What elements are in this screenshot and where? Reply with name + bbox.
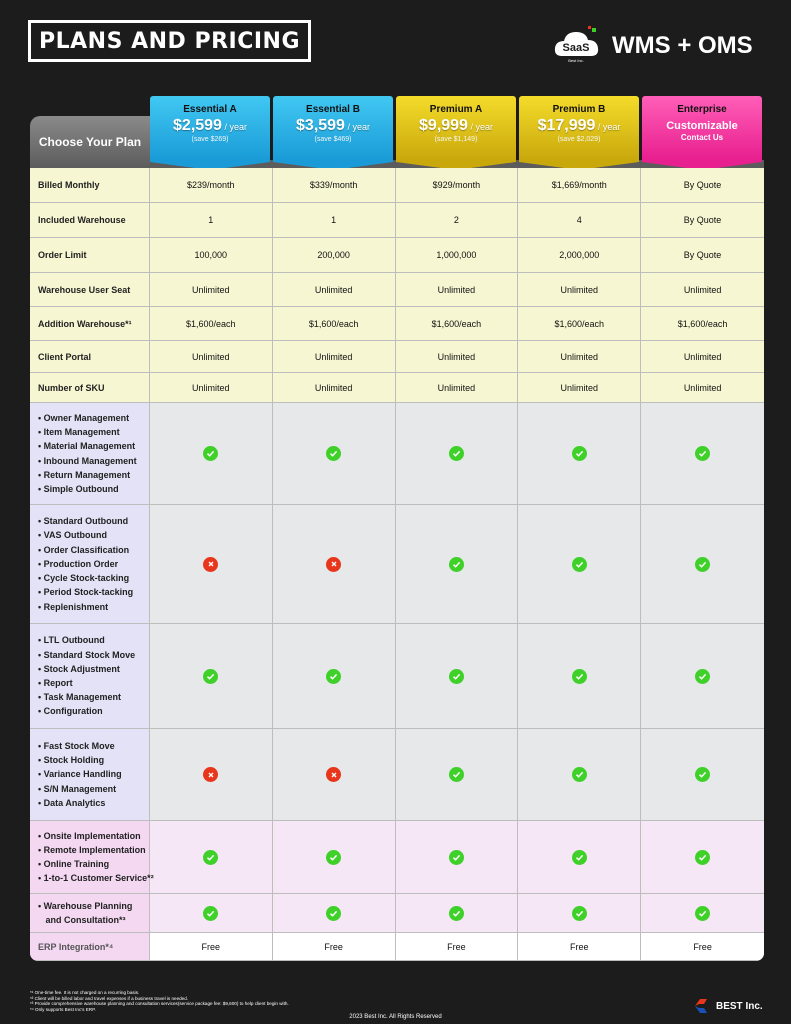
pricing-table xyxy=(30,96,764,964)
plan-cell-4 xyxy=(641,373,764,402)
feature-item: • Data Analytics xyxy=(38,797,106,808)
plan-cell-0 xyxy=(150,624,273,728)
plan-cell-2 xyxy=(396,373,519,402)
cell-value: $1,600/each xyxy=(431,318,482,329)
plan-cell-1 xyxy=(273,373,396,402)
cell-value: 2 xyxy=(453,215,459,225)
cell-value: Unlimited xyxy=(314,284,353,295)
feature-row xyxy=(30,624,764,729)
plan-header-4 xyxy=(642,96,762,160)
feature-item: • Task Management xyxy=(38,692,122,703)
cell-value: Unlimited xyxy=(683,284,722,295)
row-label: Billed Monthly xyxy=(30,168,150,202)
feature-row xyxy=(30,505,764,624)
row-label xyxy=(30,821,154,893)
cell-value: $929/month xyxy=(432,180,481,190)
plan-cell-3 xyxy=(518,307,641,340)
check-icon xyxy=(203,850,218,865)
saas-logo-text: SaaS xyxy=(562,42,590,54)
plan-contact: Contact Us xyxy=(680,133,724,142)
plan-cell-4 xyxy=(641,273,764,306)
check-icon xyxy=(326,850,341,865)
feature-item: • S/N Management xyxy=(38,783,117,794)
cell-value: By Quote xyxy=(683,250,722,260)
feature-row xyxy=(30,403,764,505)
plan-cell-0 xyxy=(150,373,273,402)
cell-value: $339/month xyxy=(309,180,358,190)
cell-value: Unlimited xyxy=(192,351,230,362)
feature-item: • Variance Handling xyxy=(38,769,122,780)
cell-value: Unlimited xyxy=(192,284,230,295)
feature-item: • VAS Outbound xyxy=(38,530,107,541)
service-row xyxy=(30,821,764,894)
plan-cell-1 xyxy=(273,403,396,504)
plan-savings: (save $1,149) xyxy=(434,136,478,143)
plan-cell-4 xyxy=(641,403,764,504)
plan-cell-1 xyxy=(273,894,396,932)
cell-value: Free xyxy=(201,941,221,952)
plan-cell-2 xyxy=(396,933,519,960)
cell-value: Unlimited xyxy=(437,351,476,362)
check-icon xyxy=(203,669,218,684)
plan-cell-4 xyxy=(641,894,764,932)
cell-value: Free xyxy=(693,941,712,952)
plan-cell-2 xyxy=(396,307,519,340)
plan-cell-0 xyxy=(150,341,273,372)
feature-item: • Cycle Stock-tacking xyxy=(38,573,130,584)
plan-cell-1 xyxy=(273,203,396,237)
plan-cell-3 xyxy=(518,505,641,623)
cross-icon xyxy=(326,557,341,572)
plan-cell-0 xyxy=(150,729,273,820)
plan-cell-0 xyxy=(150,238,273,272)
check-icon xyxy=(572,446,587,461)
check-icon xyxy=(572,669,587,684)
cell-value: Free xyxy=(447,941,466,952)
plan-cell-2 xyxy=(396,729,519,820)
plan-cell-4 xyxy=(641,307,764,340)
cell-value: Unlimited xyxy=(192,382,230,393)
plan-cell-0 xyxy=(150,933,273,960)
feature-item: • Owner Management xyxy=(38,412,130,423)
plan-savings: (save $2,029) xyxy=(557,136,601,143)
plan-cell-1 xyxy=(273,821,396,893)
cell-value: Unlimited xyxy=(314,351,353,362)
plan-cell-2 xyxy=(396,403,519,504)
saas-logo-subtext: Best Inc. xyxy=(568,58,584,63)
check-icon xyxy=(203,446,218,461)
plan-savings: (save $469) xyxy=(314,136,352,143)
cell-value: Unlimited xyxy=(683,351,722,362)
cell-value: 1,000,000 xyxy=(436,250,477,260)
feature-item: and Consultation*³ xyxy=(38,915,126,925)
plan-header-1 xyxy=(273,96,393,160)
cell-value: 1 xyxy=(208,215,214,225)
plan-price-period: / year xyxy=(467,122,493,132)
row-label xyxy=(30,894,150,932)
cell-value: $1,600/each xyxy=(554,318,605,329)
check-icon xyxy=(695,906,710,921)
plan-cell-4 xyxy=(641,203,764,237)
feature-item: • Material Management xyxy=(38,441,136,452)
cell-value: Free xyxy=(324,941,343,952)
plan-cell-2 xyxy=(396,821,519,893)
plan-cell-2 xyxy=(396,168,519,202)
cell-value: 1 xyxy=(331,215,337,225)
row-label: Warehouse User Seat xyxy=(30,273,150,306)
plan-cell-2 xyxy=(396,273,519,306)
row-label: Addition Warehouse*¹ xyxy=(30,307,150,340)
feature-item: • Period Stock-tacking xyxy=(38,587,134,598)
check-icon xyxy=(449,446,464,461)
plan-cell-2 xyxy=(396,624,519,728)
plan-cell-3 xyxy=(518,168,641,202)
feature-item: • Standard Outbound xyxy=(38,516,129,527)
plan-name: Essential A xyxy=(183,104,237,115)
plan-price xyxy=(519,117,639,135)
plan-cell-3 xyxy=(518,933,641,960)
page-title: PLANS AND PRICING xyxy=(28,20,311,62)
plan-cell-0 xyxy=(150,505,273,623)
plan-header-0 xyxy=(150,96,270,160)
cross-icon xyxy=(203,767,218,782)
plan-cell-0 xyxy=(150,168,273,202)
cross-icon xyxy=(326,767,341,782)
plan-price-period: / year xyxy=(595,122,621,132)
feature-item: • Online Training xyxy=(38,859,110,869)
cross-icon xyxy=(203,557,218,572)
plan-cell-4 xyxy=(641,505,764,623)
row-label: Client Portal xyxy=(30,341,150,372)
plan-header-2 xyxy=(396,96,516,160)
cell-value: $1,600/each xyxy=(677,318,728,329)
check-icon xyxy=(449,767,464,782)
plan-cell-1 xyxy=(273,273,396,306)
footnotes xyxy=(30,990,289,1012)
row-label xyxy=(30,729,150,820)
erp-row xyxy=(30,933,764,961)
plan-price-amount: $17,999 xyxy=(537,117,596,134)
cell-value: Unlimited xyxy=(560,284,598,295)
best-logo-icon xyxy=(694,998,712,1014)
plan-cell-1 xyxy=(273,238,396,272)
plan-cell-0 xyxy=(150,307,273,340)
pricing-row xyxy=(30,307,764,341)
plan-custom: Customizable xyxy=(666,120,738,132)
check-icon xyxy=(326,669,341,684)
plan-cell-1 xyxy=(273,505,396,623)
check-icon xyxy=(695,446,710,461)
cell-value: Free xyxy=(569,941,589,952)
feature-item: • Warehouse Planning xyxy=(38,900,133,911)
check-icon xyxy=(203,906,218,921)
plan-savings: (save $269) xyxy=(191,136,229,143)
plan-cell-1 xyxy=(273,729,396,820)
plan-cell-2 xyxy=(396,203,519,237)
feature-item: • Report xyxy=(38,678,73,688)
plan-cell-3 xyxy=(518,341,641,372)
cell-value: Unlimited xyxy=(560,351,598,362)
row-label xyxy=(30,624,150,728)
best-inc-logo xyxy=(694,998,763,1014)
copyright: 2023 Best Inc. All Rights Reserved xyxy=(349,1014,442,1020)
feature-item: • Order Classification xyxy=(38,544,130,555)
pricing-row xyxy=(30,273,764,307)
plan-cell-0 xyxy=(150,894,273,932)
cell-value: 4 xyxy=(576,215,582,225)
cell-value: 100,000 xyxy=(194,250,228,260)
check-icon xyxy=(449,669,464,684)
service-row xyxy=(30,894,764,933)
plan-cell-0 xyxy=(150,203,273,237)
feature-item: • Onsite Implementation xyxy=(38,830,141,841)
check-icon xyxy=(449,906,464,921)
feature-item: • Item Management xyxy=(38,427,120,438)
cell-value: Unlimited xyxy=(560,382,598,393)
product-title: WMS + OMS xyxy=(612,32,753,59)
choose-plan-label: Choose Your Plan xyxy=(30,116,150,168)
footnote: *³ Provide comprehensive warehouse planning and consultation services(service package fee: $9,600) to help client begin with. xyxy=(30,1001,289,1007)
pricing-row xyxy=(30,168,764,203)
plan-price-period: / year xyxy=(221,122,247,132)
plan-header-3 xyxy=(519,96,639,160)
plan-cell-4 xyxy=(641,238,764,272)
footnote: *² Client will be billed labor and travel expenses if a business travel is needed. xyxy=(30,995,189,1001)
row-label xyxy=(30,505,150,623)
plan-cell-2 xyxy=(396,341,519,372)
feature-item: • Replenishment xyxy=(38,601,109,612)
plan-cell-1 xyxy=(273,341,396,372)
cell-value: $1,600/each xyxy=(308,318,359,329)
footnote: *⁴ Only supports Best Inc's ERP. xyxy=(30,1006,96,1012)
feature-item: • Inbound Management xyxy=(38,455,137,466)
plan-cell-3 xyxy=(518,821,641,893)
pricing-row xyxy=(30,341,764,373)
plan-cell-3 xyxy=(518,203,641,237)
plan-price-amount: $3,599 xyxy=(296,117,345,134)
feature-item: • Stock Holding xyxy=(38,755,105,766)
plan-cell-1 xyxy=(273,307,396,340)
cell-value: Unlimited xyxy=(314,382,353,393)
pricing-row xyxy=(30,373,764,403)
plan-cell-1 xyxy=(273,933,396,960)
pricing-grid xyxy=(30,168,764,961)
feature-item: • 1-to-1 Customer Service*² xyxy=(38,873,154,884)
plan-name: Premium A xyxy=(429,104,483,115)
plan-cell-2 xyxy=(396,894,519,932)
plan-cell-3 xyxy=(518,729,641,820)
cell-value: Unlimited xyxy=(437,284,476,295)
plan-cell-2 xyxy=(396,238,519,272)
check-icon xyxy=(449,850,464,865)
plan-cell-2 xyxy=(396,505,519,623)
row-label: Included Warehouse xyxy=(30,203,150,237)
check-icon xyxy=(695,669,710,684)
plan-cell-3 xyxy=(518,273,641,306)
plan-price xyxy=(150,117,270,135)
check-icon xyxy=(326,906,341,921)
plan-cell-0 xyxy=(150,403,273,504)
plan-cell-1 xyxy=(273,624,396,728)
cell-value: 2,000,000 xyxy=(559,250,600,260)
plan-cell-4 xyxy=(641,168,764,202)
plan-cell-0 xyxy=(150,821,273,893)
plan-cell-3 xyxy=(518,373,641,402)
plan-price-period: / year xyxy=(344,122,370,132)
plan-cell-4 xyxy=(641,821,764,893)
row-label: Order Limit xyxy=(30,238,150,272)
feature-item: • Fast Stock Move xyxy=(38,740,115,751)
row-label: ERP Integration*⁴ xyxy=(30,933,150,960)
feature-item: • Standard Stock Move xyxy=(38,649,136,660)
pricing-row xyxy=(30,203,764,238)
plan-price xyxy=(396,117,516,135)
plan-cell-3 xyxy=(518,894,641,932)
cell-value: $239/month xyxy=(186,180,235,190)
cell-value: Unlimited xyxy=(437,382,476,393)
plan-cell-1 xyxy=(273,168,396,202)
check-icon xyxy=(695,557,710,572)
cell-value: By Quote xyxy=(683,180,722,190)
footnote: *¹ One-time fee. It is not charged on a recurring basis. xyxy=(30,990,140,995)
check-icon xyxy=(572,557,587,572)
plan-name: Essential B xyxy=(306,104,360,115)
plan-cell-4 xyxy=(641,729,764,820)
cell-value: $1,600/each xyxy=(185,318,236,329)
feature-item: • Simple Outbound xyxy=(38,483,119,494)
check-icon xyxy=(572,767,587,782)
cell-value: $1,669/month xyxy=(551,180,607,190)
plan-name: Premium B xyxy=(552,104,606,115)
pricing-row xyxy=(30,238,764,273)
plan-cell-3 xyxy=(518,238,641,272)
plan-price-amount: $2,599 xyxy=(173,117,222,134)
feature-item: • Stock Adjustment xyxy=(38,663,120,674)
plan-name: Enterprise xyxy=(677,104,727,115)
check-icon xyxy=(449,557,464,572)
row-label: Number of SKU xyxy=(30,373,150,402)
plan-cell-4 xyxy=(641,933,764,960)
cell-value: Unlimited xyxy=(683,382,722,393)
plan-cell-0 xyxy=(150,273,273,306)
plan-cell-3 xyxy=(518,624,641,728)
feature-item: • Production Order xyxy=(38,558,119,569)
feature-item: • Configuration xyxy=(38,706,103,717)
check-icon xyxy=(572,850,587,865)
plan-price xyxy=(273,117,393,135)
feature-item: • LTL Outbound xyxy=(38,635,105,646)
feature-row xyxy=(30,729,764,821)
plan-price-amount: $9,999 xyxy=(419,117,468,134)
check-icon xyxy=(572,906,587,921)
cell-value: By Quote xyxy=(683,215,722,225)
check-icon xyxy=(326,446,341,461)
plan-cell-3 xyxy=(518,403,641,504)
plan-cell-4 xyxy=(641,341,764,372)
plan-cell-4 xyxy=(641,624,764,728)
saas-cloud-logo xyxy=(552,26,602,66)
feature-item: • Remote Implementation xyxy=(38,844,146,855)
check-icon xyxy=(695,767,710,782)
cell-value: 200,000 xyxy=(317,250,350,260)
feature-item: • Return Management xyxy=(38,469,131,480)
best-logo-text: BEST Inc. xyxy=(716,1000,763,1012)
check-icon xyxy=(695,850,710,865)
row-label xyxy=(30,403,150,504)
